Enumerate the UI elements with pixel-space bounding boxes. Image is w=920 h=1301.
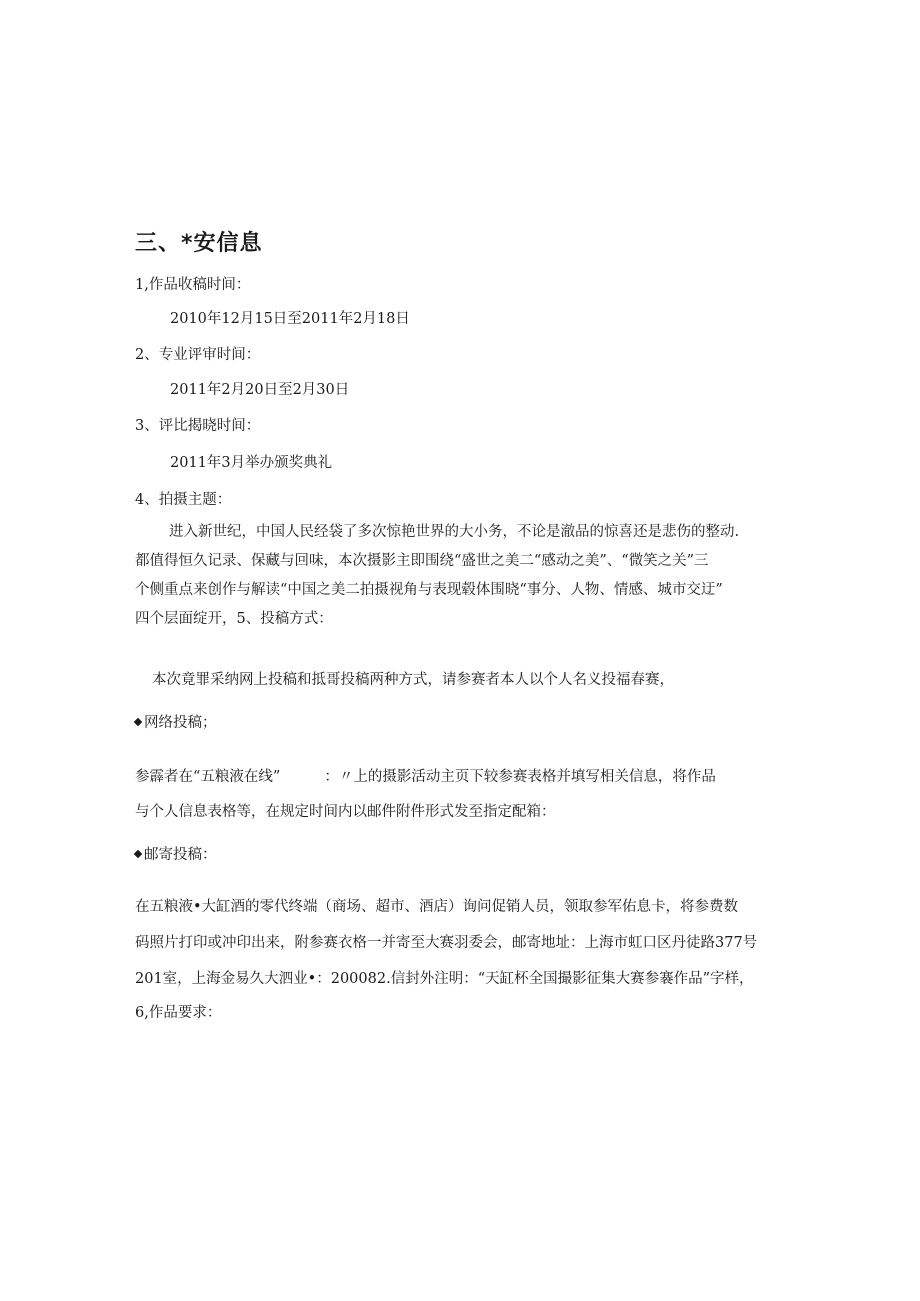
mail-submission-label: 邮寄投稿： xyxy=(144,847,217,863)
theme-line-1: 进入新世纪，中国人民经袋了多次惊艳世界的大小务，不论是澈品的惊喜还是悲伤的整动. xyxy=(169,524,740,540)
mail-line-1: 在五粮液•大缸酒的零代终端（商场、超市、酒店）询问促销人员，领取参军佑息卡，将参费数 xyxy=(135,899,739,915)
section-title: 三、*安信息 xyxy=(135,231,263,256)
theme-paragraph xyxy=(135,518,785,634)
online-line-1 xyxy=(135,765,716,786)
diamond-bullet-icon xyxy=(134,718,142,726)
item3-value: 2011年3月举办颁奖典礼 xyxy=(170,455,333,471)
submission-intro: 本次竟罪采纳网上投稿和抵哥投稿两种方式，请参赛者本人以个人名义投福春赛， xyxy=(152,672,674,688)
mail-line-3: 201室，上海金易久大泗业•：200082.信封外注明：“天缸杯全国撮影征集大赛参褰作品”字样， xyxy=(135,971,754,987)
item2-label: 2、专业评审时间： xyxy=(135,347,261,363)
item1-value: 2010年12月15日至2011年2月18日 xyxy=(170,311,410,327)
item4-label: 4、拍摄主题： xyxy=(135,492,232,508)
theme-line-3: 个侧重点来创作与解读“中国之美二拍摄视角与表现毂体围晓“事分、人物、情感、城市交迂” xyxy=(135,582,723,598)
theme-line-2: 都值得恒久记录、保藏与回味，本次摄影主即围绕“盛世之美二“感动之美”、“微笑之关”三 xyxy=(135,553,709,569)
item2-value: 2011年2月20日至2月30日 xyxy=(170,382,350,398)
online-line-1-part-b: ：〃上的摄影活动主页下较参赛表格并填写相关信息，将作品 xyxy=(324,769,716,785)
online-submission-heading xyxy=(135,711,217,732)
mail-line-2: 码照片打印或冲印出来，附参赛衣格一并寄至大赛羽委会，邮寄地址：上海市虹口区丹徒路377号 xyxy=(135,935,758,951)
item1-label: 1,作品收稿时间： xyxy=(135,277,251,293)
online-submission-label: 网络投稿； xyxy=(144,715,217,731)
mail-submission-heading xyxy=(135,843,217,864)
item3-label: 3、评比揭晓时间： xyxy=(135,418,261,434)
online-line-1-part-a: 参霹者在“五粮液在线” xyxy=(135,769,281,785)
online-line-2: 与个人信息表格等，在规定时间内以邮件附件形式发至指定配箱： xyxy=(135,804,556,820)
diamond-bullet-icon xyxy=(134,850,142,858)
theme-line-4: 四个层面绽开，5、投稿方式： xyxy=(135,611,333,627)
item6-label: 6,作品要求： xyxy=(135,1005,222,1021)
